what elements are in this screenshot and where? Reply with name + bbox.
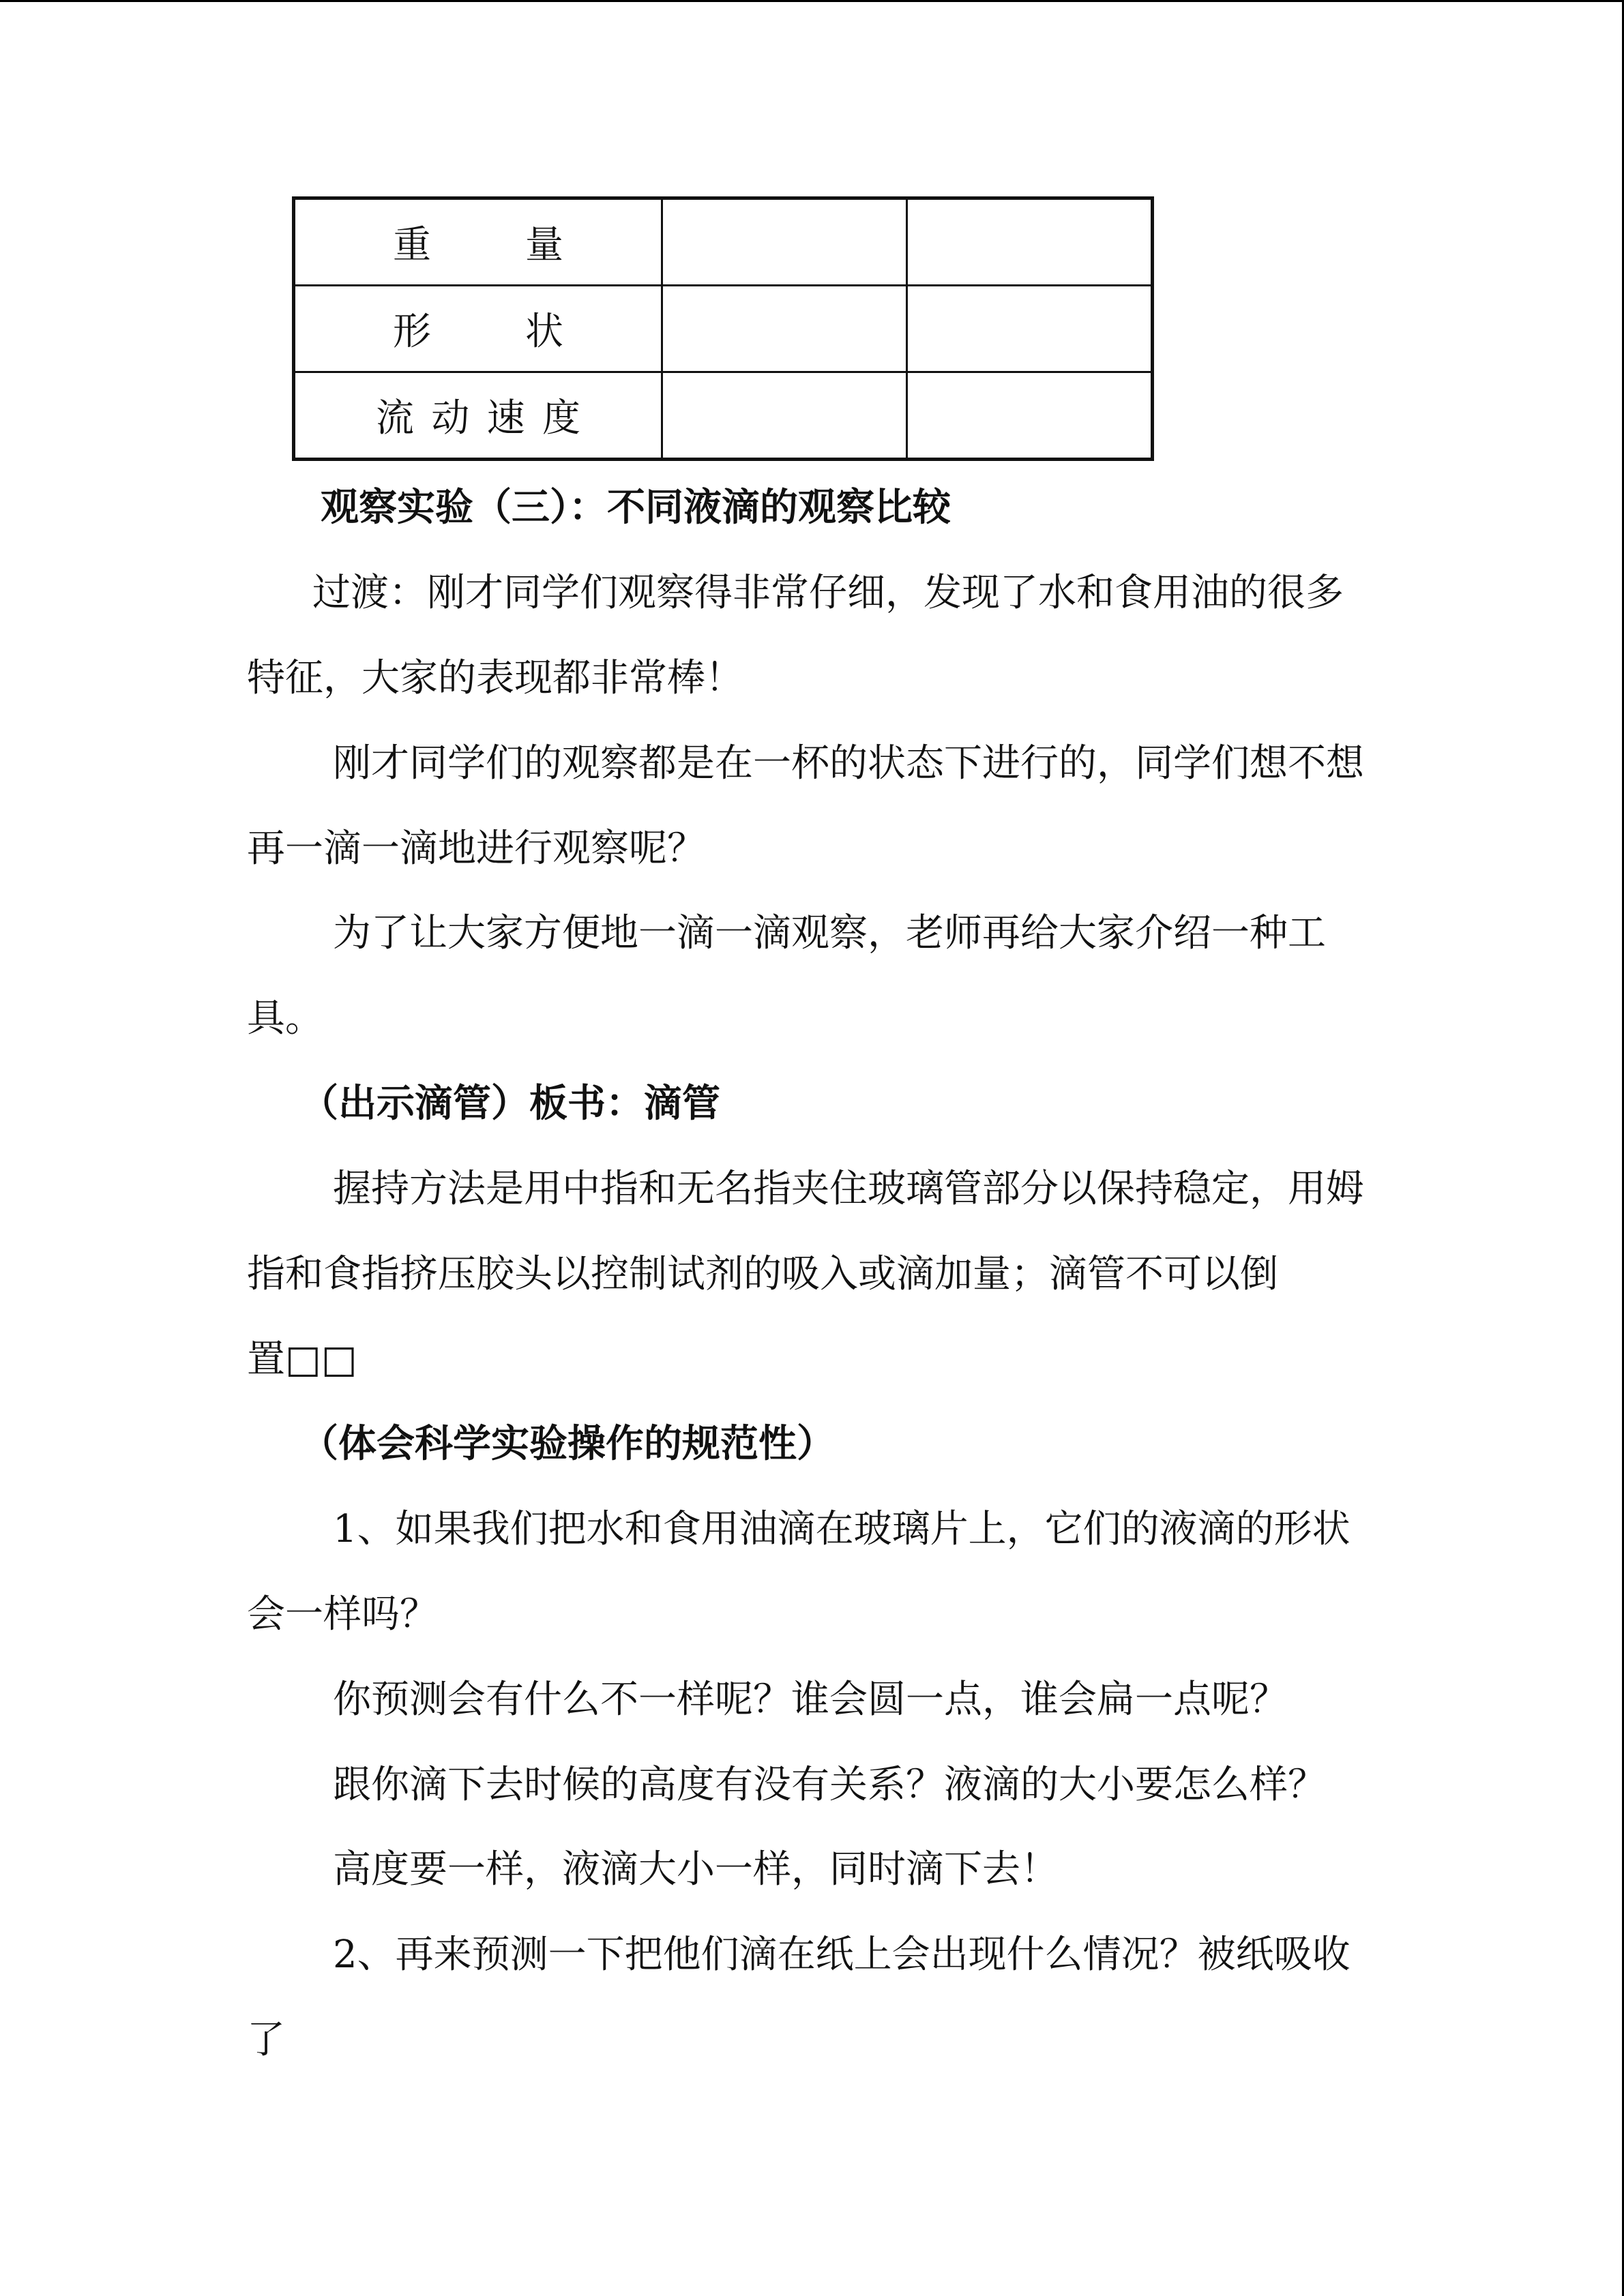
observation-table xyxy=(292,196,1154,461)
label-char: 量 xyxy=(525,223,563,267)
section-heading: （出示滴管）板书：滴管 xyxy=(300,1082,720,1126)
table-row xyxy=(294,372,1153,460)
label-char: 速 xyxy=(486,396,525,441)
paragraph-line: 置□□ xyxy=(247,1337,357,1382)
page-top-border xyxy=(0,0,1624,2)
paragraph-line: 指和食指挤压胶头以控制试剂的吸入或滴加量；滴管不可以倒 xyxy=(247,1252,1278,1296)
table-cell xyxy=(907,286,1153,372)
label-char: 形 xyxy=(393,310,431,354)
paragraph-line: 了 xyxy=(247,2018,285,2062)
table-cell xyxy=(662,372,907,460)
paragraph-line: 高度要一样，液滴大小一样，同时滴下去！ xyxy=(333,1847,1059,1892)
label-char: 动 xyxy=(431,396,470,441)
paragraph-line: 跟你滴下去时候的高度有没有关系？液滴的大小要怎么样？ xyxy=(333,1763,1326,1807)
paragraph-line: 再一滴一滴地进行观察呢？ xyxy=(247,826,705,871)
table-cell xyxy=(907,372,1153,460)
row-label xyxy=(294,372,662,460)
paragraph-line: 2、再来预测一下把他们滴在纸上会出现什么情况？被纸吸收 xyxy=(333,1933,1350,1977)
paragraph-line: 过渡：刚才同学们观察得非常仔细，发现了水和食用油的很多 xyxy=(312,571,1344,615)
table-cell xyxy=(907,198,1153,286)
table-row xyxy=(294,286,1153,372)
label-char: 状 xyxy=(525,310,563,354)
section-heading: 观察实验（三）：不同液滴的观察比较 xyxy=(321,486,951,530)
paragraph-line: 你预测会有什么不一样呢？谁会圆一点，谁会扁一点呢？ xyxy=(333,1678,1288,1722)
row-label xyxy=(294,286,662,372)
row-label xyxy=(294,198,662,286)
label-char: 流 xyxy=(376,396,414,441)
table-cell xyxy=(662,286,907,372)
paragraph-line: 刚才同学们的观察都是在一杯的状态下进行的，同学们想不想 xyxy=(333,741,1364,786)
table-row xyxy=(294,198,1153,286)
paragraph-line: 特征，大家的表现都非常棒！ xyxy=(247,656,743,700)
paragraph-line: 具。 xyxy=(247,996,323,1041)
table-cell xyxy=(662,198,907,286)
label-char: 度 xyxy=(542,396,580,441)
paragraph-line: 握持方法是用中指和无名指夹住玻璃管部分以保持稳定，用姆 xyxy=(333,1167,1364,1211)
paragraph-line: 会一样吗？ xyxy=(247,1592,438,1637)
section-heading: （体会科学实验操作的规范性） xyxy=(300,1422,835,1466)
label-char: 重 xyxy=(393,223,431,267)
paragraph-line: 1、如果我们把水和食用油滴在玻璃片上，它们的液滴的形状 xyxy=(333,1507,1350,1551)
paragraph-line: 为了让大家方便地一滴一滴观察，老师再给大家介绍一种工 xyxy=(333,911,1326,955)
